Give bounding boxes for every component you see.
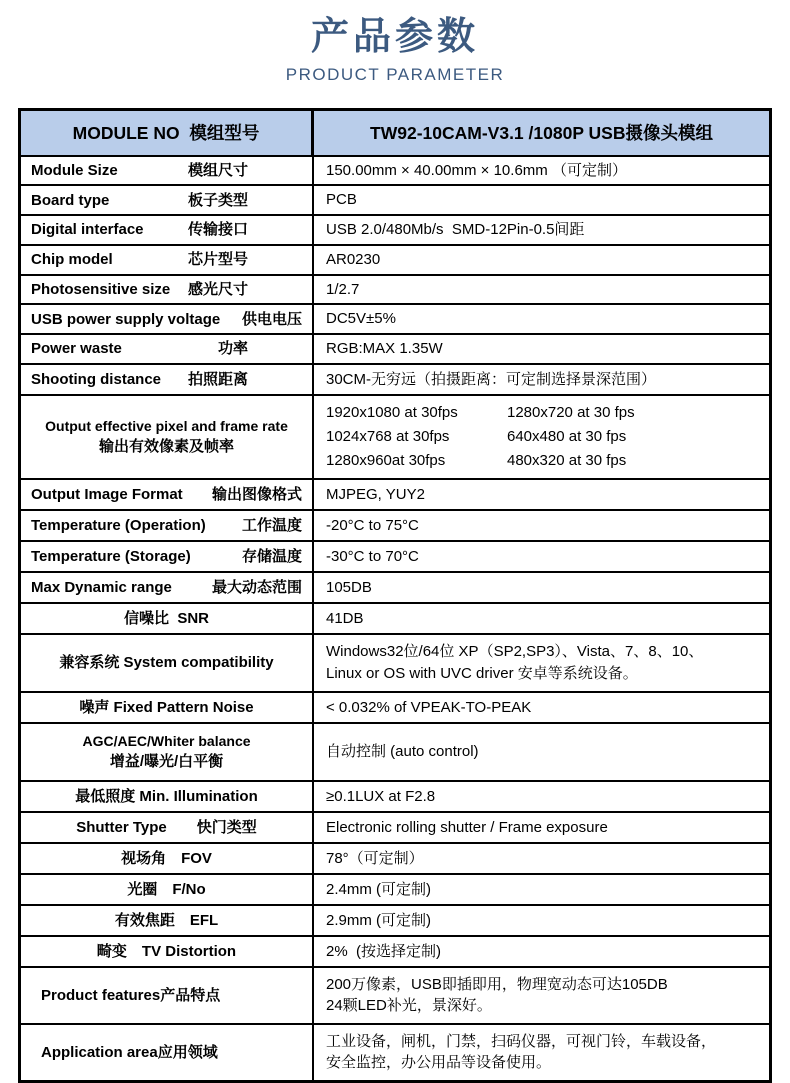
row-value-text: 工业设备，闸机，门禁，扫码仪器，可视门铃，车载设备，	[326, 1032, 717, 1050]
page-subtitle: PRODUCT PARAMETER	[285, 64, 505, 84]
row-label	[21, 968, 314, 1023]
row-label-text: 有效焦距 EFL	[114, 911, 219, 929]
row-label-text: Shutter Type 快门类型	[76, 818, 257, 836]
row-value	[314, 724, 769, 780]
row-label	[21, 511, 314, 540]
row-value-text: Windows32位/64位 XP（SP2,SP3）、Vista、7、8、10、	[326, 643, 704, 661]
header-module-no-value: TW92-10CAM-V3.1 /1080P USB摄像头模组	[370, 123, 713, 144]
resolution-item: 1280x720 at 30 fps	[507, 403, 635, 421]
header-module-no-label: MODULE NO 模组型号	[21, 111, 314, 155]
table-row-digital-interface	[21, 214, 769, 244]
row-value-text: -30°C to 70°C	[326, 547, 419, 565]
resolution-item: 1280x960at 30fps	[326, 451, 446, 469]
row-label	[21, 782, 314, 811]
row-value	[314, 1025, 769, 1080]
row-label	[21, 186, 314, 214]
row-value-text: < 0.032% of VPEAK-TO-PEAK	[326, 698, 532, 716]
table-row-fixed-pattern-noise	[21, 691, 769, 722]
row-label-en: Application area	[41, 1043, 158, 1061]
table-row-chip-model	[21, 244, 769, 274]
row-value	[314, 365, 769, 394]
row-label	[21, 844, 314, 873]
row-value	[314, 246, 769, 274]
row-label	[21, 396, 314, 478]
resolution-item: 1024x768 at 30fps	[326, 427, 450, 445]
table-row-module-size	[21, 155, 769, 185]
row-value-text: MJPEG, YUY2	[326, 485, 425, 503]
table-header-row	[21, 111, 769, 155]
row-value-text: -20°C to 75°C	[326, 516, 419, 534]
table-row-efl	[21, 904, 769, 935]
row-value	[314, 511, 769, 540]
row-label-zh: 最大动态范围	[211, 578, 302, 596]
row-value-text: RGB:MAX 1.35W	[326, 340, 443, 358]
row-value	[314, 693, 769, 722]
table-row-application-area	[21, 1023, 769, 1080]
row-label	[21, 813, 314, 842]
row-value	[314, 635, 769, 691]
row-label-en: Product features	[41, 986, 161, 1004]
row-label	[21, 693, 314, 722]
row-label-en: Shooting distance	[31, 370, 162, 388]
resolution-column	[326, 401, 507, 473]
row-label-line: 输出有效像素及帧率	[98, 437, 234, 455]
row-label-text: 视场角 FOV	[121, 849, 212, 867]
row-value	[314, 305, 769, 333]
row-value-text: 2.9mm (可定制)	[326, 911, 432, 929]
row-label-zh: 功率	[217, 340, 248, 358]
row-label-line: AGC/AEC/Whiter balance	[82, 732, 251, 749]
row-label-line: Output effective pixel and frame rate	[45, 417, 288, 434]
page-title: 产品参数	[310, 16, 479, 58]
row-label	[21, 875, 314, 904]
row-value	[314, 813, 769, 842]
row-value-text: USB 2.0/480Mb/s SMD-12Pin-0.5间距	[326, 221, 585, 239]
row-value-text: Linux or OS with UVC driver 安卓等系统设备。	[326, 664, 638, 682]
row-label-zh: 工作温度	[241, 516, 302, 534]
row-label-zh: 模组尺寸	[187, 161, 248, 179]
row-label-zh: 芯片型号	[187, 251, 248, 269]
row-label-en: Module Size	[31, 161, 118, 179]
product-spec-table	[18, 108, 772, 1083]
table-row-system-compatibility	[21, 633, 769, 691]
row-value	[314, 335, 769, 363]
row-label-zh: 拍照距离	[187, 370, 248, 388]
row-label-en: Power waste	[31, 340, 122, 358]
row-label-text: 最低照度 Min. Illumination	[75, 787, 258, 805]
table-row-tv-distortion	[21, 935, 769, 966]
table-row-f-no	[21, 873, 769, 904]
table-row-temperature-storage	[21, 540, 769, 571]
row-value	[314, 216, 769, 244]
row-value-text: 41DB	[326, 609, 364, 627]
row-label	[21, 906, 314, 935]
row-value	[314, 480, 769, 509]
page-title-block	[0, 16, 790, 85]
row-value-text: 2.4mm (可定制)	[326, 880, 432, 898]
row-value-text: 安全监控，办公用品等设备使用。	[326, 1054, 552, 1072]
row-label	[21, 542, 314, 571]
row-label	[21, 246, 314, 274]
table-row-max-dynamic-range	[21, 571, 769, 602]
row-label-text: 信噪比 SNR	[123, 609, 209, 627]
row-value	[314, 782, 769, 811]
table-row-agc-aec-white-balance	[21, 722, 769, 780]
table-row-shutter-type	[21, 811, 769, 842]
row-value-text: 105DB	[326, 578, 372, 596]
resolution-columns	[326, 401, 761, 473]
row-label	[21, 635, 314, 691]
row-label	[21, 604, 314, 633]
row-value-text: 1/2.7	[326, 280, 360, 298]
row-label	[21, 480, 314, 509]
row-value	[314, 542, 769, 571]
row-value	[314, 906, 769, 935]
row-value	[314, 396, 769, 478]
row-value	[314, 157, 769, 185]
row-label	[21, 937, 314, 966]
row-value-text: ≥0.1LUX at F2.8	[326, 787, 436, 805]
row-value-text: PCB	[326, 191, 357, 209]
row-value	[314, 968, 769, 1023]
row-label-text: 噪声 Fixed Pattern Noise	[79, 698, 254, 716]
spec-table-rows	[21, 155, 769, 1080]
row-label-en: USB power supply voltage	[31, 310, 221, 328]
table-row-shooting-distance	[21, 363, 769, 394]
row-label	[21, 365, 314, 394]
resolution-item: 480x320 at 30 fps	[507, 451, 627, 469]
table-row-temperature-operation	[21, 509, 769, 540]
row-value-text: AR0230	[326, 250, 381, 268]
row-value-text: 30CM-无穷远（拍摄距离：可定制选择景深范围）	[326, 370, 657, 388]
row-label-text: 光圈 F/No	[127, 880, 206, 898]
row-value-text: 24颗LED补光，景深好。	[326, 997, 492, 1015]
row-value	[314, 604, 769, 633]
row-label	[21, 305, 314, 333]
row-label-zh: 供电电压	[241, 310, 302, 328]
table-row-output-image-format	[21, 478, 769, 509]
row-label-zh: 应用领域	[157, 1043, 218, 1061]
table-row-snr	[21, 602, 769, 633]
row-value	[314, 844, 769, 873]
row-label-zh: 板子类型	[187, 191, 248, 209]
row-value-text: 2% (按选择定制)	[326, 942, 442, 960]
row-label-en: Output Image Format	[31, 485, 183, 503]
row-label-line: 增益/曝光/白平衡	[109, 752, 224, 770]
row-value	[314, 937, 769, 966]
resolution-item: 640x480 at 30 fps	[507, 427, 627, 445]
row-value-text: Electronic rolling shutter / Frame exposure	[326, 818, 608, 836]
table-row-fov	[21, 842, 769, 873]
table-row-product-features	[21, 966, 769, 1023]
row-label-zh: 产品特点	[160, 986, 221, 1004]
table-row-usb-power-supply-voltage	[21, 303, 769, 333]
table-row-board-type	[21, 184, 769, 214]
table-row-power-waste	[21, 333, 769, 363]
row-label-en: Max Dynamic range	[31, 578, 172, 596]
row-label-zh: 存储温度	[241, 547, 302, 565]
row-label	[21, 724, 314, 780]
table-row-photosensitive-size	[21, 274, 769, 304]
row-label-en: Photosensitive size	[31, 280, 171, 298]
row-label-en: Chip model	[31, 251, 113, 269]
row-label-en: Digital interface	[31, 221, 144, 239]
row-label	[21, 573, 314, 602]
resolution-item: 1920x1080 at 30fps	[326, 403, 458, 421]
row-label	[21, 1025, 314, 1080]
row-label-zh: 输出图像格式	[211, 485, 302, 503]
row-value	[314, 875, 769, 904]
row-label-text: 兼容系统 System compatibility	[59, 654, 274, 672]
row-label-en: Temperature (Storage)	[31, 547, 191, 565]
row-value-text: 200万像素，USB即插即用，物理宽动态可达105DB	[326, 975, 668, 993]
row-label-en: Board type	[31, 191, 110, 209]
row-label	[21, 216, 314, 244]
row-label-zh: 传输接口	[187, 221, 248, 239]
row-label	[21, 276, 314, 304]
row-value-text: 自动控制 (auto control)	[326, 743, 479, 761]
table-row-min-illumination	[21, 780, 769, 811]
row-value-text: DC5V±5%	[326, 310, 396, 328]
row-value-text: 78°（可定制）	[326, 849, 424, 867]
row-value	[314, 276, 769, 304]
row-value	[314, 186, 769, 214]
row-label-zh: 感光尺寸	[187, 280, 248, 298]
row-label	[21, 335, 314, 363]
table-row-output-pixel-frame-rate	[21, 394, 769, 478]
row-value-text: 150.00mm × 40.00mm × 10.6mm （可定制）	[326, 161, 627, 179]
row-label	[21, 157, 314, 185]
row-label-text: 畸变 TV Distortion	[96, 942, 237, 960]
row-value	[314, 573, 769, 602]
resolution-column	[507, 401, 635, 473]
row-label-en: Temperature (Operation)	[31, 516, 206, 534]
